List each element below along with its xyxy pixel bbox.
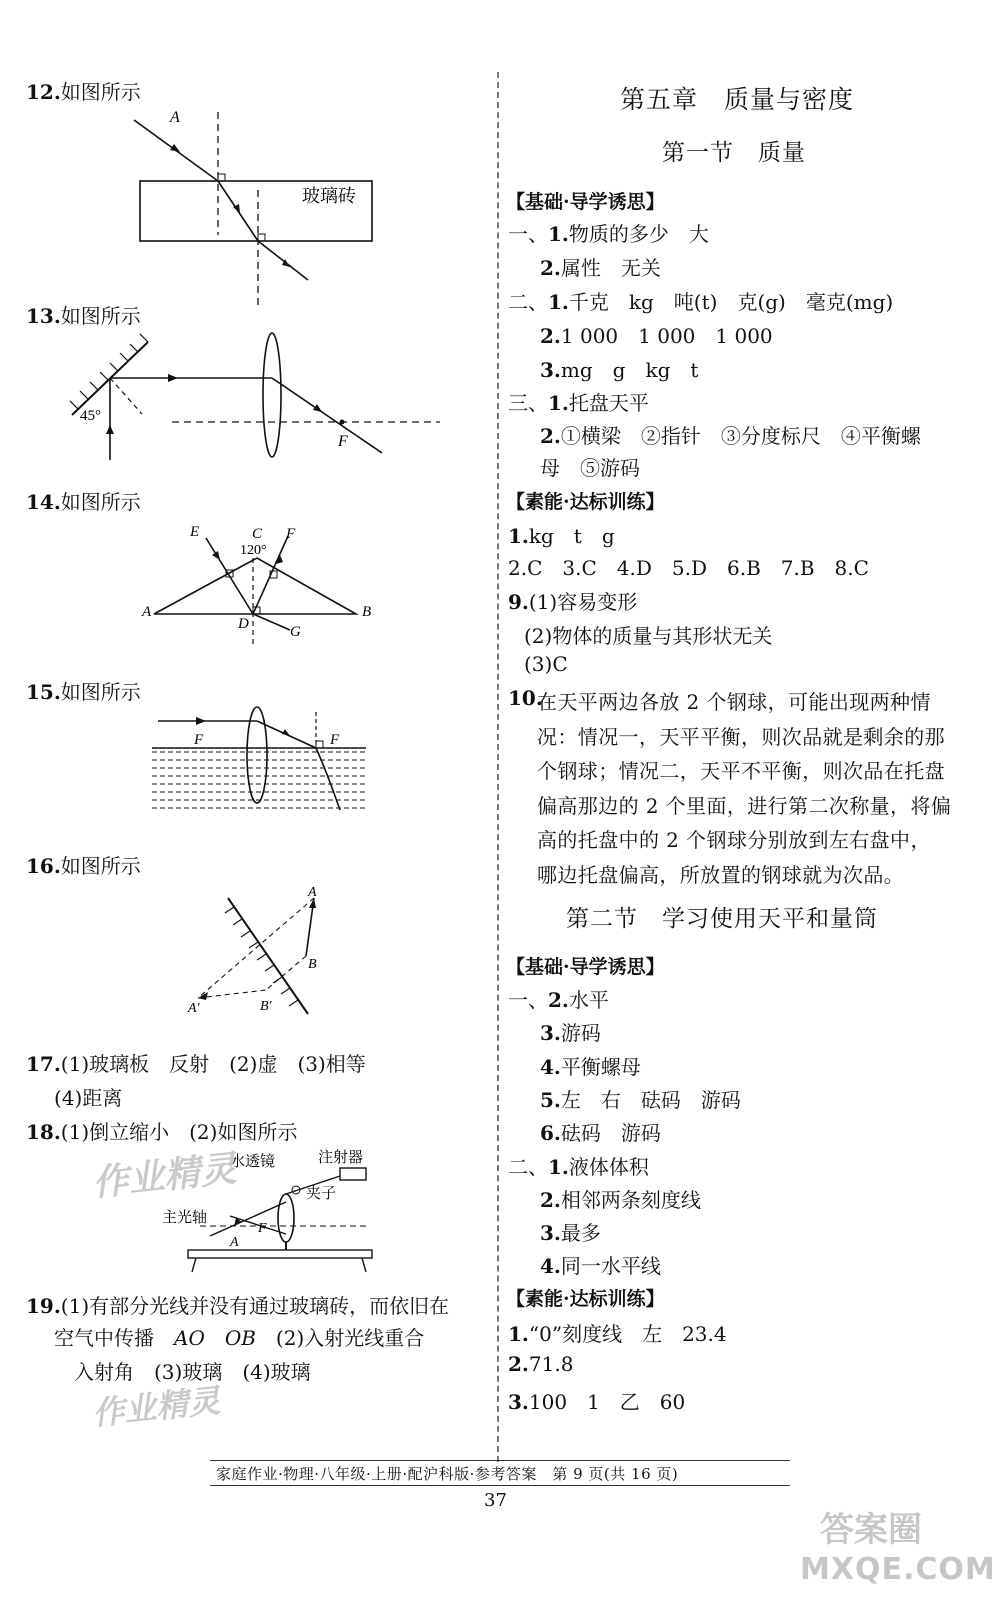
- list-num: 2.: [508, 1352, 529, 1376]
- list-num: 3.: [508, 1390, 529, 1414]
- list-text: (1)容易变形: [528, 590, 638, 614]
- label-D: D: [238, 616, 249, 632]
- q18-text: (1)倒立缩小 (2)如图所示: [60, 1120, 298, 1144]
- q15-num: 15.: [26, 680, 61, 704]
- list-text: 砝码 游码: [560, 1121, 661, 1145]
- list-text: 71.8: [528, 1352, 574, 1376]
- list-prefix: 二、: [508, 290, 548, 314]
- label-lens: 水透镜: [230, 1154, 276, 1170]
- section1-title: 第一节 质量: [662, 140, 806, 166]
- list-item: [508, 1352, 573, 1376]
- right-angle-mark: [218, 174, 225, 181]
- column-divider: [497, 72, 499, 1462]
- list-num: 3.: [540, 1221, 561, 1245]
- q19-line3: 入射角 (3)玻璃 (4)玻璃: [74, 1360, 311, 1384]
- q19-text: (1)有部分光线并没有通过玻璃砖，而依旧在: [60, 1294, 450, 1318]
- label-B: B: [308, 957, 317, 972]
- label-A2: A′: [188, 1001, 200, 1016]
- page-number: 37: [484, 1490, 507, 1511]
- label-axis: 主光轴: [162, 1210, 208, 1226]
- list-item: [540, 420, 921, 449]
- list-item: [540, 1084, 741, 1113]
- list-num: 2.: [540, 1188, 561, 1212]
- list-item: [524, 652, 568, 676]
- label-B2: B′: [260, 999, 272, 1014]
- arrow-down: [282, 729, 290, 736]
- sec1-basic-header: 【基础·导学诱思】: [506, 191, 665, 213]
- q15-heading: [26, 676, 141, 705]
- ray-G: [253, 614, 290, 630]
- list-text: (2)物体的质量与其形状无关: [524, 624, 773, 648]
- list-text: 左 右 砝码 游码: [560, 1088, 741, 1112]
- list-prefix: 三、: [508, 391, 548, 415]
- label-A: A: [230, 1235, 239, 1250]
- list-text: 平衡螺母: [560, 1055, 641, 1079]
- q18-line1: [26, 1116, 297, 1145]
- list-item: [540, 1250, 661, 1279]
- water-ray: [316, 748, 340, 810]
- list-item: [540, 452, 640, 481]
- list-num: 2.: [540, 256, 561, 280]
- list-text: 属性 无关: [560, 256, 661, 280]
- q13-text: 如图所示: [60, 304, 141, 328]
- arrow-1: [212, 551, 220, 560]
- q16-heading: [26, 850, 141, 879]
- list-num: 2.: [548, 988, 569, 1012]
- list-num: 2.: [540, 324, 561, 348]
- q17-line2: (4)距离: [54, 1086, 123, 1110]
- water-lens: [278, 1194, 294, 1242]
- list-prefix: 二、: [508, 1155, 548, 1179]
- sec1-train-header: 【素能·达标训练】: [506, 491, 665, 513]
- label-F: F: [338, 433, 348, 450]
- list-num: 1.: [548, 391, 569, 415]
- q12-num: 12.: [26, 80, 61, 104]
- label-F: F: [258, 1221, 267, 1236]
- list-num: 9.: [508, 590, 529, 614]
- list-text: (3)C: [524, 652, 568, 676]
- list-item: [540, 1217, 601, 1246]
- q15-text: 如图所示: [60, 680, 141, 704]
- q19-num: 19.: [26, 1294, 61, 1318]
- chapter-title: 第五章 质量与密度: [620, 85, 855, 114]
- arrow-down: [313, 404, 322, 412]
- list-item: [540, 1051, 641, 1080]
- list-num: 1.: [508, 1322, 529, 1346]
- list-text: 母 ⑤游码: [540, 456, 640, 480]
- q17-num: 17.: [26, 1052, 61, 1076]
- list-item: [524, 620, 772, 649]
- label-A: A: [142, 604, 152, 620]
- q10-line: 在天平两边各放 2 个钢球，可能出现两种情: [537, 690, 931, 714]
- list-item: [540, 354, 698, 383]
- label-C: C: [252, 526, 263, 542]
- q17-text: (1)玻璃板 反射 (2)虚 (3)相等: [60, 1052, 366, 1076]
- list-item: [540, 320, 773, 349]
- label-injector: 注射器: [318, 1150, 364, 1166]
- list-text: 游码: [560, 1021, 601, 1045]
- syringe: [340, 1168, 366, 1180]
- label-F2: F: [330, 732, 340, 748]
- q10-num: 10.: [508, 686, 543, 710]
- list-num: 6.: [540, 1121, 561, 1145]
- q18-num: 18.: [26, 1120, 61, 1144]
- list-item: [540, 1017, 601, 1046]
- list-prefix: 一、: [508, 222, 548, 246]
- list-text: 千克 kg 吨(t) 克(g) 毫克(mg): [568, 290, 894, 314]
- q19-line2: 空气中传播 AO OB (2)入射光线重合: [54, 1326, 425, 1350]
- stamp-watermark: 答案圈: [820, 1510, 922, 1550]
- q10-line: 个钢球；情况二，天平不平衡，则次品在托盘: [537, 759, 945, 783]
- site-watermark: MXQE.COM: [800, 1552, 996, 1587]
- list-item: [508, 1318, 727, 1347]
- list-item: [540, 1117, 661, 1146]
- emergent-ray: [258, 241, 308, 280]
- right-angle-mark: [316, 741, 323, 748]
- q12-text: 如图所示: [60, 80, 141, 104]
- list-item: [508, 586, 637, 615]
- arrow-right: [168, 374, 178, 382]
- q10-line: 哪边托盘偏高，所放置的钢球就为次品。: [537, 862, 905, 887]
- q10-line: 高的托盘中的 2 个钢球分别放到左右盘中，: [537, 828, 931, 852]
- list-text: “0”刻度线 左 23.4: [528, 1322, 727, 1346]
- prism: [154, 558, 356, 614]
- section2-title: 第二节 学习使用天平和量筒: [566, 906, 878, 932]
- label-F1: F: [194, 732, 204, 748]
- list-text: 同一水平线: [560, 1254, 661, 1278]
- list-text: 液体体积: [568, 1155, 649, 1179]
- list-item: [508, 1386, 685, 1415]
- label-angle: 120°: [240, 543, 267, 558]
- label-G: G: [290, 624, 301, 640]
- list-num: 4.: [540, 1254, 561, 1278]
- normal-line: [110, 378, 142, 414]
- list-text: mg g kg t: [560, 358, 699, 382]
- arrow-up: [106, 425, 114, 434]
- q14-text: 如图所示: [60, 490, 141, 514]
- list-text: 水平: [568, 988, 609, 1012]
- list-text: 1 000 1 000 1 000: [560, 324, 773, 348]
- q16-diagram: [180, 874, 340, 1024]
- label-glass: 玻璃砖: [302, 186, 356, 206]
- list-num: 1.: [508, 524, 529, 548]
- label-A: A: [308, 885, 317, 900]
- list-item: [508, 387, 649, 416]
- list-num: 3.: [540, 1021, 561, 1045]
- q16-text: 如图所示: [60, 854, 141, 878]
- list-text: 相邻两条刻度线: [560, 1188, 701, 1212]
- list-text: 托盘天平: [568, 391, 649, 415]
- list-item: [508, 286, 893, 315]
- watermark-2: 作业精灵: [90, 1381, 222, 1433]
- list-item: [508, 984, 609, 1013]
- sec2-train-header: 【素能·达标训练】: [506, 1288, 665, 1310]
- water-surface: [152, 752, 366, 808]
- q10-line: 况：情况一，天平平衡，则次品就是剩余的那: [537, 724, 945, 749]
- label-E: E: [190, 524, 200, 540]
- plane-mirror: [228, 898, 308, 1014]
- label-OB: OB: [224, 1326, 256, 1350]
- label-AO: AO: [174, 1326, 205, 1350]
- focus-point: [340, 420, 345, 425]
- q19-line1: [26, 1290, 449, 1319]
- label-B: B: [362, 604, 372, 620]
- right-angle-mark: [258, 234, 265, 241]
- list-text: kg t g: [528, 524, 615, 548]
- q17-line1: [26, 1048, 366, 1077]
- list-item: [508, 552, 869, 581]
- list-item: [508, 520, 615, 549]
- label-F: F: [286, 526, 296, 542]
- bench: [188, 1250, 372, 1258]
- image-AB: [198, 990, 266, 998]
- list-num: 2.: [540, 424, 561, 448]
- q13-heading: [26, 300, 141, 329]
- watermark-1: 作业精灵: [90, 1147, 239, 1205]
- label-clip: 夹子: [306, 1186, 337, 1202]
- list-text: 物质的多少 大: [568, 222, 709, 246]
- q16-num: 16.: [26, 854, 61, 878]
- list-num: 1.: [548, 222, 569, 246]
- list-item: [540, 252, 661, 281]
- q14-num: 14.: [26, 490, 61, 514]
- label-A: A: [170, 109, 180, 126]
- list-item: [540, 1184, 701, 1213]
- q14-heading: [26, 486, 141, 515]
- arrow-right: [196, 717, 206, 725]
- q10-line: 偏高那边的 2 个里面，进行第二次称量，将偏: [537, 793, 952, 818]
- label-angle: 45°: [80, 408, 101, 424]
- list-text: 最多: [560, 1221, 601, 1245]
- refracted-ray: [272, 378, 382, 453]
- list-num: 1.: [548, 290, 569, 314]
- list-num: 4.: [540, 1055, 561, 1079]
- q14-diagram: [140, 518, 380, 648]
- sec2-basic-header: 【基础·导学诱思】: [506, 956, 665, 978]
- mirror-hatching: [225, 907, 298, 1006]
- dashed-AA: [198, 898, 314, 998]
- q13-num: 13.: [26, 304, 61, 328]
- list-num: 1.: [548, 1155, 569, 1179]
- list-prefix: 一、: [508, 988, 548, 1012]
- list-num: 3.: [540, 358, 561, 382]
- q13-diagram: [60, 330, 450, 465]
- footer-text: 家庭作业·物理·八年级·上册·配沪科版·参考答案 第 9 页(共 16 页): [216, 1465, 679, 1483]
- arrow-1: [170, 144, 180, 152]
- list-num: 5.: [540, 1088, 561, 1112]
- mirror-hatching: [70, 334, 148, 409]
- list-item: [508, 1151, 649, 1180]
- list-item: [508, 218, 709, 247]
- list-text: 2.C 3.C 4.D 5.D 6.B 7.B 8.C: [508, 556, 869, 580]
- list-text: 100 1 乙 60: [528, 1390, 686, 1414]
- convex-lens: [263, 333, 281, 457]
- q12-diagram: [120, 100, 390, 310]
- list-text: ①横梁 ②指针 ③分度标尺 ④平衡螺: [560, 424, 921, 448]
- q15-diagram: [140, 700, 370, 830]
